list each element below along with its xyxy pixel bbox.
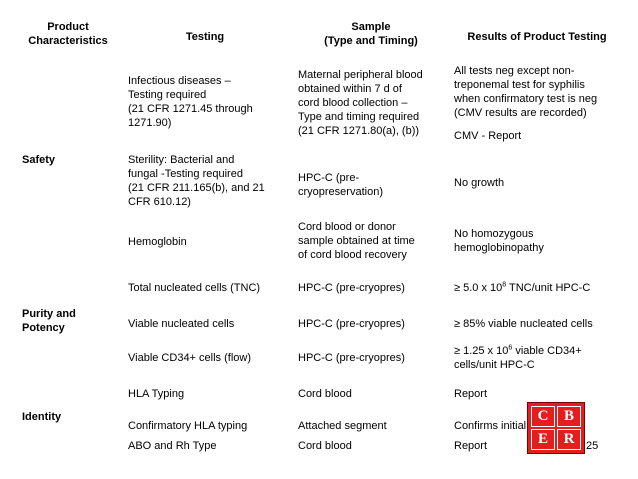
row-2-sample: HPC-C (pre- cryopreservation): [298, 172, 383, 198]
logo-letter-c: C: [531, 406, 555, 427]
row-5-testing: Viable nucleated cells: [128, 318, 235, 330]
category-identity: Identity: [22, 411, 62, 423]
page-number: 25: [586, 440, 599, 452]
row-2-testing: Sterility: Bacterial and fungal -Testing required (21 CFR 211.165(b), and 21 CFR 610.12): [128, 154, 265, 208]
logo-letter-b: B: [557, 406, 581, 427]
row-9-testing: ABO and Rh Type: [128, 440, 217, 452]
row-4-sample: HPC-C (pre-cryopres): [298, 282, 405, 294]
row-1-sample: Maternal peripheral blood obtained within 7 d of cord blood collection – Type and timing required (21 CFR 1271.80(a), (b)): [298, 69, 423, 137]
header-results: Results of Product Testing: [467, 31, 607, 43]
header-sample: Sample (Type and Timing): [324, 21, 418, 47]
header-product-characteristics: Product Characteristics: [28, 21, 108, 47]
row-7-testing: HLA Typing: [128, 388, 185, 400]
row-3-testing: Hemoglobin: [128, 236, 187, 248]
logo-letter-e: E: [531, 429, 555, 450]
row-7-results: Report: [454, 388, 488, 400]
row-3-sample: Cord blood or donor sample obtained at time of cord blood recovery: [298, 221, 415, 261]
row-4-testing: Total nucleated cells (TNC): [128, 282, 261, 294]
row-5-results: ≥ 85% viable nucleated cells: [454, 318, 593, 330]
header-testing: Testing: [185, 31, 225, 43]
row-8-results: Confirms initial: [454, 420, 527, 432]
row-8-sample: Attached segment: [298, 420, 387, 432]
row-5-sample: HPC-C (pre-cryopres): [298, 318, 405, 330]
row-7-sample: Cord blood: [298, 388, 352, 400]
row-6-testing: Viable CD34+ cells (flow): [128, 352, 251, 364]
row-1-results: All tests neg except non- treponemal test for syphilis when confirmatory test is neg (CMV results are recorded): [454, 65, 598, 119]
row-6-results: ≥ 1.25 x $10^6$ viable CD34+ cells/unit HPC-C: [454, 344, 582, 371]
row-2-results: No growth: [454, 177, 505, 189]
row-6-sample: HPC-C (pre-cryopres): [298, 352, 405, 364]
row-9-sample: Cord blood: [298, 440, 352, 452]
row-1-testing: Infectious diseases – Testing required (21 CFR 1271.45 through 1271.90): [128, 75, 253, 129]
category-safety: Safety: [22, 154, 56, 166]
row-3-results: No homozygous hemoglobinopathy: [454, 228, 544, 254]
cber-logo: [527, 402, 585, 454]
row-8-testing: Confirmatory HLA typing: [128, 420, 248, 432]
logo-letter-r: R: [557, 429, 581, 450]
row-4-results: ≥ 5.0 x $10^8$ TNC/unit HPC-C: [454, 281, 591, 294]
category-purity-potency: Purity and Potency: [22, 308, 76, 334]
row-1-results-cmv: CMV - Report: [454, 130, 522, 142]
row-9-results: Report: [454, 440, 488, 452]
